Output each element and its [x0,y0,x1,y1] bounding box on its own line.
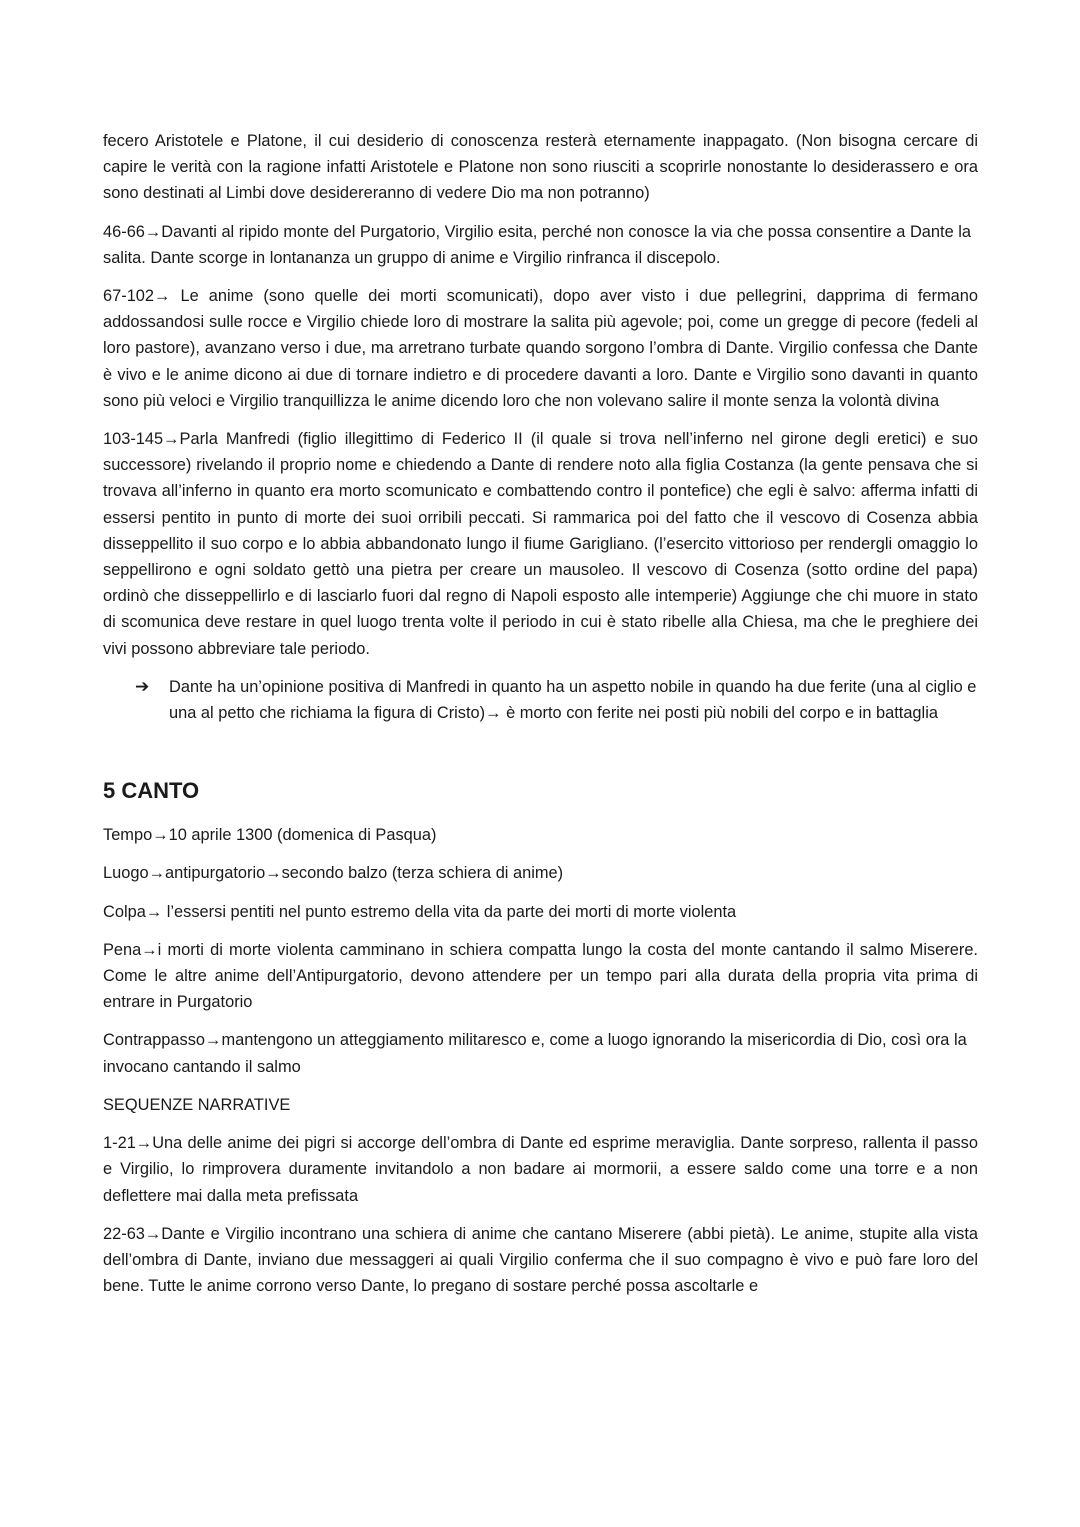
contrappasso-paragraph: Contrappasso→mantengono un atteggiamento militaresco e, come a luogo ignorando la misericordia di Dio, così ora la invocano cantando il salmo [103,1031,967,1076]
colpa-line: Colpa→ l’essersi pentiti nel punto estremo della vita da parte dei morti di morte violenta [103,902,737,921]
bullet-item [103,674,978,726]
sequence-22-63: 22-63→Dante e Virgilio incontrano una schiera di anime che cantano Miserere (abbi pietà). Le anime, stupite alla vista dell’ombra di Dante, inviano due messaggeri ai quali Virgilio conferma che il suo compagno è vivo e può fare loro del bene. Tutte le anime corrono verso Dante, lo pregano di sostare perché possa ascoltarle e [103,1224,978,1296]
pena-paragraph: Pena→i morti di morte violenta camminano in schiera compatta lungo la costa del monte cantando il salmo Miserere. Come le altre anime dell’Antipurgatorio, devono attendere per un tempo pari alla durata della propria vita prima di entrare in Purgatorio [103,940,978,1012]
tempo-line: Tempo→10 aprile 1300 (domenica di Pasqua) [103,826,437,845]
paragraph-46-66: 46-66→Davanti al ripido monte del Purgatorio, Virgilio esita, perché non conosce la via che possa consentire a Dante la salita. Dante scorge in lontananza un gruppo di anime e Virgilio rinfranca il discepolo. [103,222,971,267]
section-heading: 5 CANTO [103,778,200,804]
sequenze-label: SEQUENZE NARRATIVE [103,1095,291,1114]
document-page [103,128,978,1311]
luogo-line: Luogo→antipurgatorio→secondo balzo (terza schiera di anime) [103,864,564,883]
paragraph-67-102: 67-102→ Le anime (sono quelle dei morti scomunicati), dopo aver visto i due pellegrini, dapprima di fermano addossandosi sulle rocce e Virgilio chiede loro di mostrare la salita più agevole; poi, come un gregge di pecore (fedeli al loro pastore), avanzano verso i due, ma arretrano turbate quando sorgono l’ombra di Dante. Virgilio confessa che Dante è vivo e le anime dicono ai due di tornare indietro e di procedere davanti a loro. Dante e Virgilio sono davanti in quanto sono più veloci e Virgilio tranquillizza le anime dicendo loro che non volevano salire il monte senza la volontà divina [103,287,978,410]
paragraph-intro: fecero Aristotele e Platone, il cui desiderio di conoscenza resterà eternamente inappagato. (Non bisogna cercare di capire le verità con la ragione infatti Aristotele e Platone non sono riusciti a scoprirle nonostante lo desiderassero e ora sono destinati al Limbi dove desidereranno di vedere Dio ma non potranno) [103,132,978,203]
sequence-1-21: 1-21→Una delle anime dei pigri si accorge dell’ombra di Dante ed esprime meraviglia. Dante sorpreso, rallenta il passo e Virgilio, lo rimprovera duramente invitandolo a non badare ai mormorii, a essere saldo come una torre e a non deflettere mai dalla meta prefissata [103,1134,978,1205]
arrow-bullet-icon: ➔ [135,676,150,696]
bullet-text: Dante ha un’opinione positiva di Manfredi in quanto ha un aspetto nobile in quando ha due ferite (una al ciglio e una al petto che richiama la figura di Cristo)→ è morto con ferite nei posti più nobili del corpo e in battaglia [169,677,977,723]
paragraph-103-145: 103-145→Parla Manfredi (figlio illegittimo di Federico II (il quale si trova nell’inferno nel girone degli eretici) e suo successore) rivelando il proprio nome e chiedendo a Dante di rendere noto alla figlia Costanza (la gente pensava che si trovava all’inferno in quanto era morto scomunicato e combattendo contro il pontefice) che egli è salvo: afferma infatti di essersi pentito in punto di morte dei suoi orribili peccati. Si rammarica poi del fatto che il vescovo di Cosenza abbia disseppellito il suo corpo e lo abbia abbandonato lungo il fiume Garigliano. (l’esercito vittorioso per rendergli omaggio lo seppellirono e ogni soldato gettò una pietra per creare un mausoleo. Il vescovo di Cosenza (sotto ordine del papa) ordinò che disseppellirlo e di lasciarlo fuori dal regno di Napoli esposto alle intemperie) Aggiunge che chi muore in stato di scomunica deve restare in quel luogo trenta volte il periodo in cui è stato ribelle alla Chiesa, ma che le preghiere dei vivi possono abbreviare tale periodo. [103,430,978,658]
